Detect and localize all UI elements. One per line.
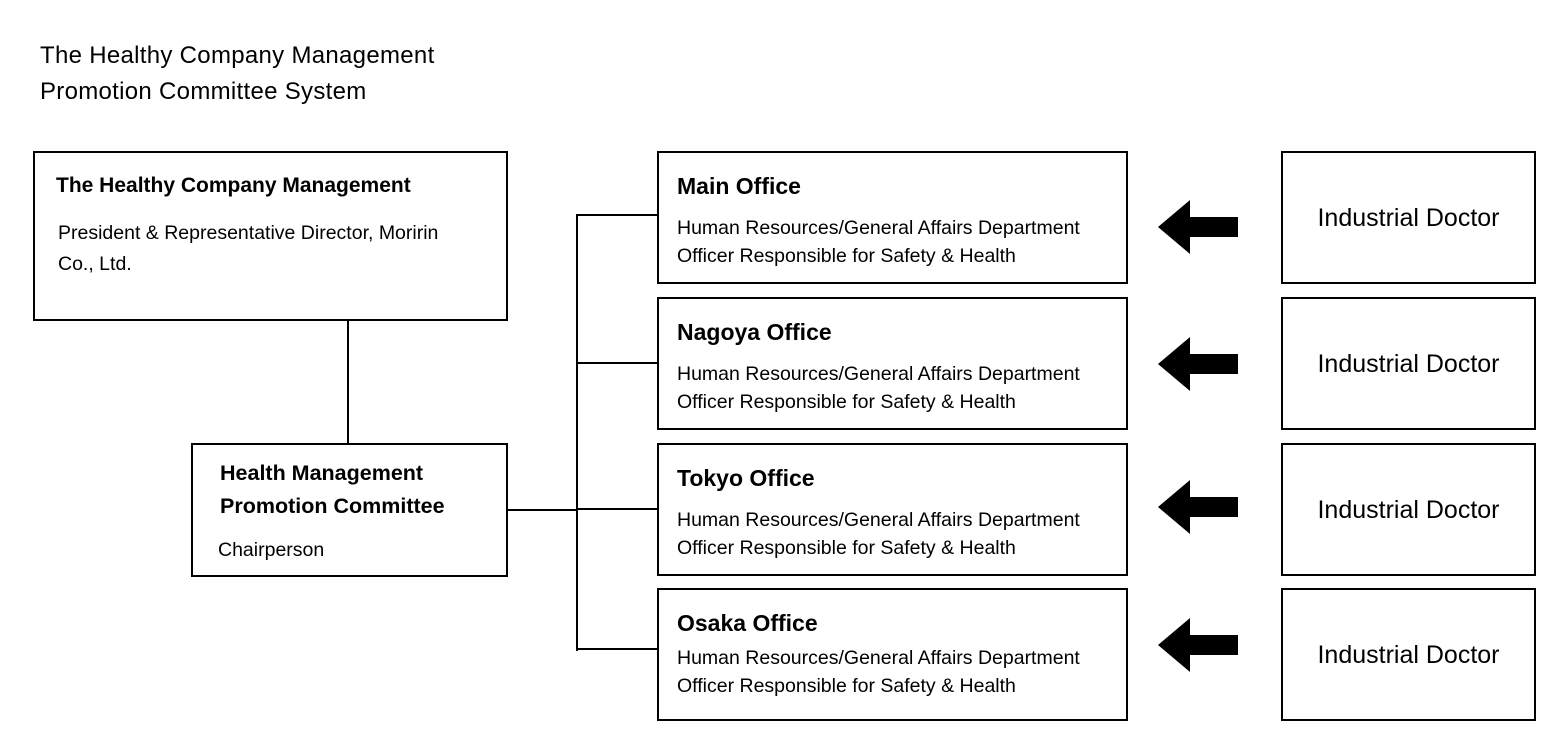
office-officer: Officer Responsible for Safety & Health bbox=[677, 391, 1016, 413]
office-name: Osaka Office bbox=[677, 610, 818, 636]
page-title bbox=[40, 38, 435, 110]
office-box-tokyo bbox=[657, 443, 1128, 576]
left-arrow-icon bbox=[1158, 618, 1240, 672]
connector-top-to-committee bbox=[347, 319, 349, 445]
doctor-box-nagoya bbox=[1281, 297, 1536, 430]
committee-role: Chairperson bbox=[218, 539, 325, 561]
top-management-role-line2: Co., Ltd. bbox=[58, 253, 132, 275]
doctor-box-tokyo bbox=[1281, 443, 1536, 576]
office-department: Human Resources/General Affairs Department bbox=[677, 217, 1080, 239]
connector-bus-to-osaka-office bbox=[576, 648, 659, 650]
top-management-heading: The Healthy Company Management bbox=[56, 174, 411, 197]
top-management-role-line1: President & Representative Director, Moririn bbox=[58, 222, 439, 244]
doctor-label: Industrial Doctor bbox=[1317, 641, 1500, 669]
office-officer: Officer Responsible for Safety & Health bbox=[677, 537, 1016, 559]
connector-committee-to-bus bbox=[506, 509, 578, 511]
page-title-line2: Promotion Committee System bbox=[40, 78, 367, 105]
committee-heading-line2: Promotion Committee bbox=[220, 494, 445, 518]
doctor-label: Industrial Doctor bbox=[1317, 204, 1500, 232]
left-arrow-icon bbox=[1158, 337, 1240, 391]
committee-heading-line1: Health Management bbox=[220, 461, 424, 485]
connector-bus-to-tokyo-office bbox=[576, 508, 659, 510]
office-name: Tokyo Office bbox=[677, 465, 815, 491]
connector-bus-to-nagoya-office bbox=[576, 362, 659, 364]
office-department: Human Resources/General Affairs Department bbox=[677, 363, 1080, 385]
top-management-box bbox=[33, 151, 508, 321]
connector-vertical-bus bbox=[576, 214, 578, 651]
office-name: Nagoya Office bbox=[677, 319, 832, 345]
office-name: Main Office bbox=[677, 173, 801, 199]
office-department: Human Resources/General Affairs Department bbox=[677, 647, 1080, 669]
office-department: Human Resources/General Affairs Department bbox=[677, 509, 1080, 531]
doctor-label: Industrial Doctor bbox=[1317, 350, 1500, 378]
page-title-line1: The Healthy Company Management bbox=[40, 42, 435, 69]
committee-box bbox=[191, 443, 508, 577]
doctor-box-osaka bbox=[1281, 588, 1536, 721]
office-box-osaka bbox=[657, 588, 1128, 721]
doctor-label: Industrial Doctor bbox=[1317, 496, 1500, 524]
left-arrow-icon bbox=[1158, 200, 1240, 254]
office-box-nagoya bbox=[657, 297, 1128, 430]
office-box-main bbox=[657, 151, 1128, 284]
doctor-box-main bbox=[1281, 151, 1536, 284]
office-officer: Officer Responsible for Safety & Health bbox=[677, 675, 1016, 697]
connector-bus-to-main-office bbox=[576, 214, 659, 216]
office-officer: Officer Responsible for Safety & Health bbox=[677, 245, 1016, 267]
left-arrow-icon bbox=[1158, 480, 1240, 534]
